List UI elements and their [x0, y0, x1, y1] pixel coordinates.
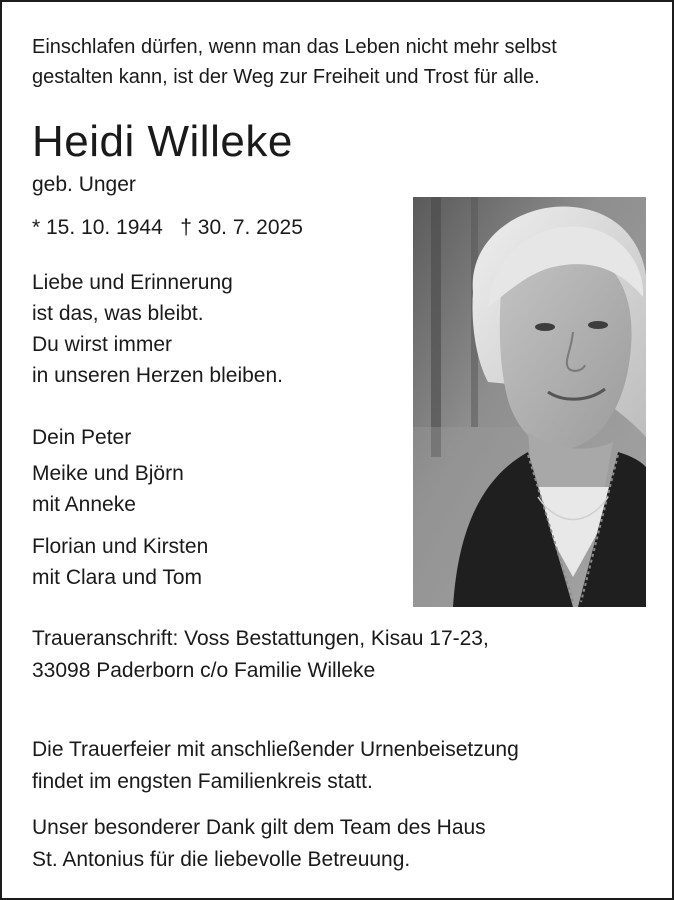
deceased-name: Heidi Willeke [32, 117, 293, 166]
condolence-address: Traueranschrift: Voss Bestattungen, Kisau 17-23, 33098 Paderborn c/o Familie Willeke [32, 627, 489, 682]
funeral-notice: Die Trauerfeier mit anschließender Urnenbeisetzung findet im engsten Familienkreis statt. [32, 738, 519, 793]
maiden-name: geb. Unger [32, 173, 136, 196]
acknowledgement-text: Unser besonderer Dank gilt dem Team des Haus St. Antonius für die liebevolle Betreuung. [32, 816, 486, 871]
motto-text: Einschlafen dürfen, wenn man das Leben nicht mehr selbst gestalten kann, ist der Weg zur Freiheit und Trost für alle. [32, 36, 557, 88]
memorial-verse: Liebe und Erinnerung ist das, was bleibt. Du wirst immer in unseren Herzen bleiben. [32, 271, 283, 387]
life-dates: * 15. 10. 1944 † 30. 7. 2025 [32, 216, 303, 239]
portrait-illustration [413, 197, 646, 607]
family-member-daughter: Meike und Björn mit Anneke [32, 462, 184, 516]
family-member-spouse: Dein Peter [32, 426, 132, 449]
family-member-son: Florian und Kirsten mit Clara und Tom [32, 535, 209, 589]
portrait-photo [413, 197, 646, 607]
